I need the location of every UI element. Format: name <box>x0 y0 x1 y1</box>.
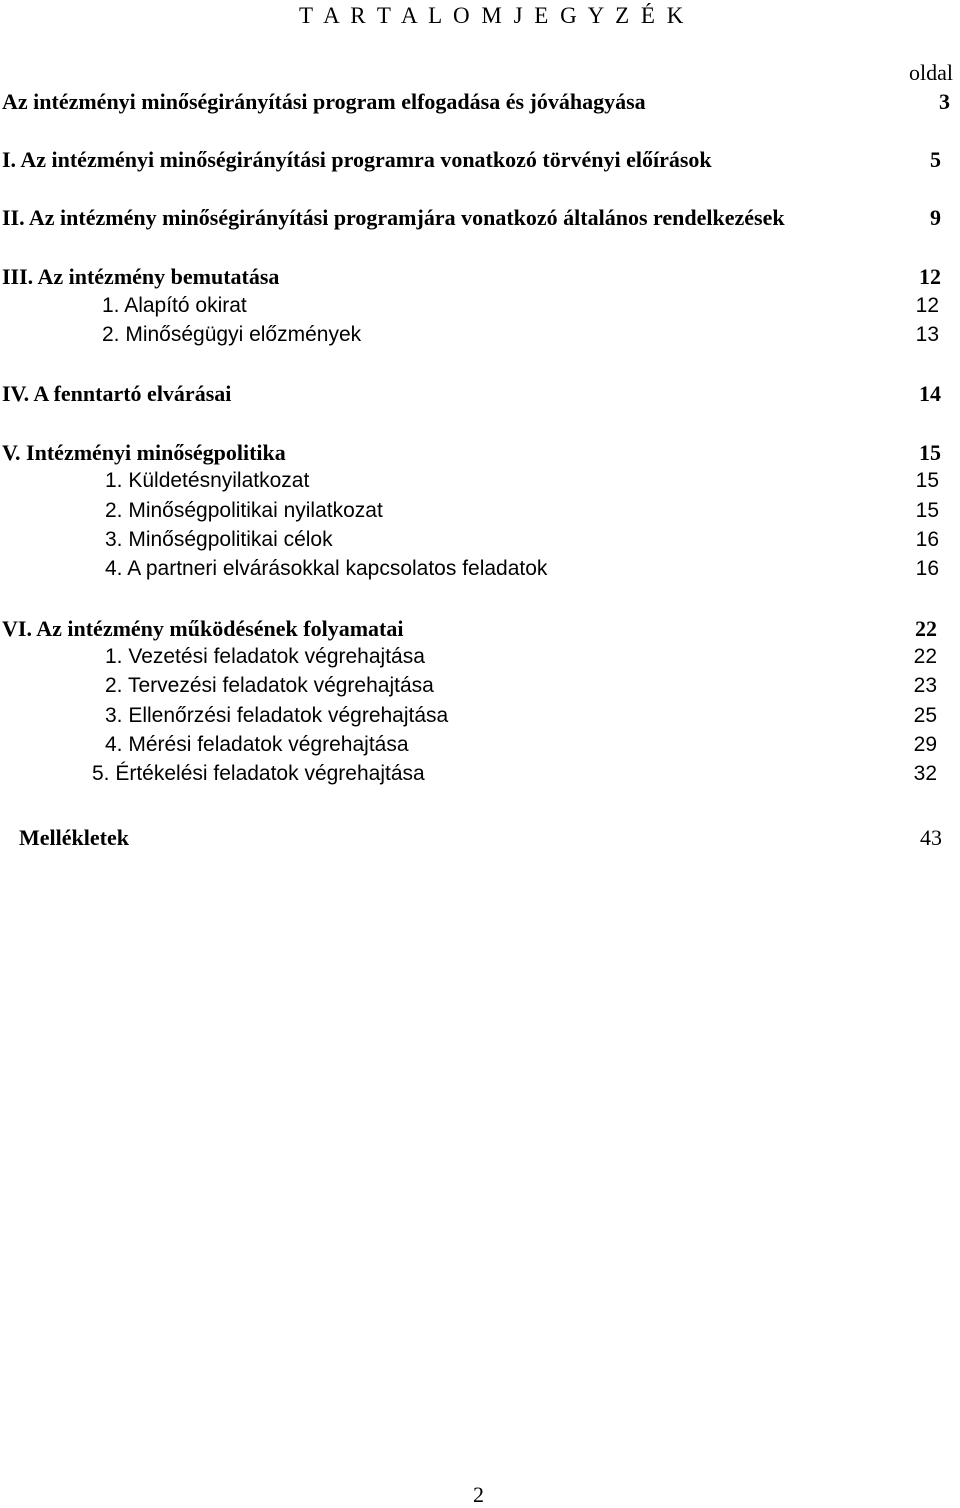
toc-entry-page: 3 <box>939 89 950 114</box>
toc-subentry-page: 16 <box>915 557 939 580</box>
page-number: 2 <box>473 1482 484 1507</box>
toc-subentry-page: 13 <box>915 323 939 346</box>
toc-subentry: 1. Alapító okirat <box>102 294 247 317</box>
toc-entry-page: 9 <box>930 205 941 230</box>
toc-subentry-page: 12 <box>915 294 939 317</box>
toc-subentry: 5. Értékelési feladatok végrehajtása <box>92 762 425 785</box>
toc-entry: III. Az intézmény bemutatása <box>2 264 280 289</box>
toc-subentry-page: 23 <box>913 674 937 697</box>
toc-entry-page: 14 <box>919 381 941 406</box>
toc-subentry-page: 15 <box>915 499 939 522</box>
toc-entry-appendix-page: 43 <box>920 825 942 850</box>
toc-entry: IV. A fenntartó elvárásai <box>2 381 232 406</box>
toc-subentry: 2. Minőségügyi előzmények <box>102 323 362 346</box>
toc-subentry: 4. A partneri elvárásokkal kapcsolatos feladatok <box>105 557 548 580</box>
page-column-label: oldal <box>909 60 953 85</box>
toc-subentry-page: 22 <box>913 645 937 668</box>
toc-entry-page: 12 <box>919 264 941 289</box>
toc-subentry: 1. Küldetésnyilatkozat <box>105 469 310 492</box>
toc-entry: VI. Az intézmény működésének folyamatai <box>2 616 404 641</box>
toc-subentry: 2. Tervezési feladatok végrehajtása <box>105 674 434 697</box>
toc-entry-page: 22 <box>915 616 937 641</box>
toc-subentry-page: 16 <box>915 528 939 551</box>
toc-subentry: 3. Ellenőrzési feladatok végrehajtása <box>105 704 449 727</box>
toc-subentry-page: 32 <box>913 762 937 785</box>
toc-subentry-page: 15 <box>915 469 939 492</box>
toc-subentry: 4. Mérési feladatok végrehajtása <box>105 733 409 756</box>
page-title: T A R T A L O M J E G Y Z É K <box>299 3 687 28</box>
toc-entry: I. Az intézményi minőségirányítási programra vonatkozó törvényi előírások <box>2 147 712 172</box>
toc-entry-page: 15 <box>919 440 941 465</box>
toc-subentry: 2. Minőségpolitikai nyilatkozat <box>105 499 383 522</box>
toc-subentry-page: 29 <box>913 733 937 756</box>
toc-subentry-page: 25 <box>913 704 937 727</box>
toc-subentry: 3. Minőségpolitikai célok <box>105 528 333 551</box>
toc-entry: Az intézményi minőségirányítási program elfogadása és jóváhagyása <box>2 89 646 114</box>
toc-entry-appendix: Mellékletek <box>19 825 129 850</box>
toc-entry: II. Az intézmény minőségirányítási programjára vonatkozó általános rendelkezések <box>2 205 785 230</box>
toc-entry-page: 5 <box>930 147 941 172</box>
toc-entry: V. Intézményi minőségpolitika <box>2 440 286 465</box>
toc-subentry: 1. Vezetési feladatok végrehajtása <box>105 645 425 668</box>
